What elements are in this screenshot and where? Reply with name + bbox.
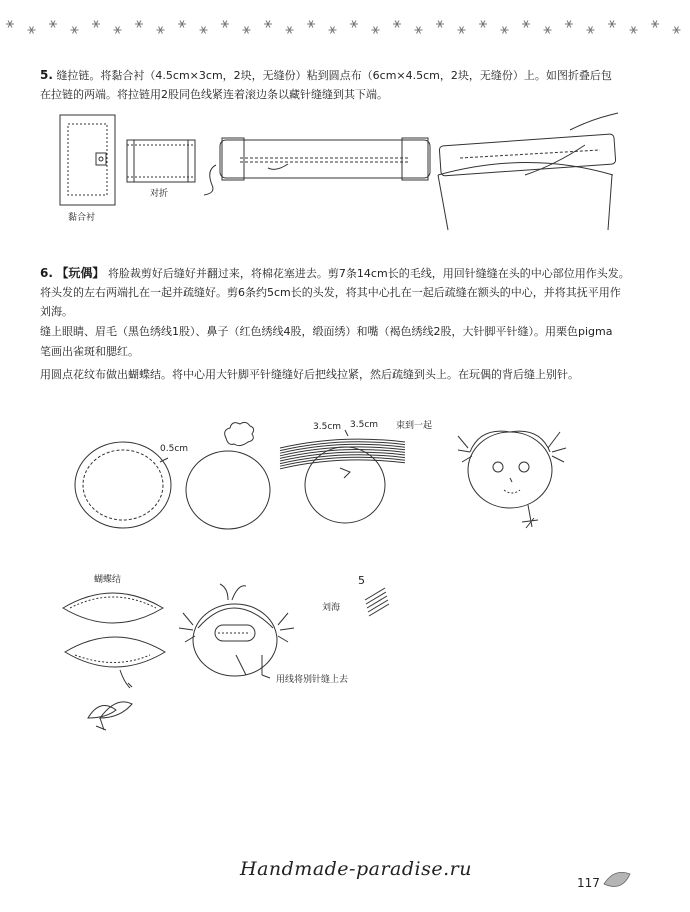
hair-face xyxy=(280,430,405,523)
fold-diagram xyxy=(127,140,195,182)
step6-line5: 笔画出雀斑和腮红。 xyxy=(40,345,139,358)
label-seam: 0.5cm xyxy=(160,444,189,454)
stuffed-face xyxy=(186,422,270,529)
step6-line6: 用圆点花纹布做出蝴蝶结。将中心用大针脚平针缝缝好后把线拉紧，然后疏缝到头上。在玩偶的背后缝上别针。 xyxy=(40,368,579,381)
label-bangs: 刘海 xyxy=(322,603,341,613)
bangs-strands xyxy=(365,588,389,616)
label-pin-note: 用线将别针缝上去 xyxy=(276,675,349,685)
finished-face xyxy=(458,431,566,528)
zipper-diagram xyxy=(204,138,430,195)
label-fold: 对折 xyxy=(150,189,169,199)
label-len1: 3.5cm xyxy=(313,422,342,432)
label-len2: 3.5cm xyxy=(350,420,379,430)
interfacing-diagram xyxy=(60,115,115,205)
bow-pattern xyxy=(63,593,165,730)
label-tie: 束到一起 xyxy=(396,421,433,431)
bag-diagram xyxy=(438,113,618,230)
step6-line2: 将头发的左右两端扎在一起并疏缝好。剪6条约5cm长的头发，将其中心扎在一起后疏缝在额头的中心，并将其抚平用作 xyxy=(40,286,621,299)
face-with-bow xyxy=(179,584,294,678)
step6-number: 6. xyxy=(40,266,53,280)
step5-text1: 缝拉链。将黏合衬（4.5cm×3cm，2块，无缝份）粘到圆点布（6cm×4.5cm，2块，无缝份）上。如图折叠后包 xyxy=(56,69,612,82)
face-pattern xyxy=(75,442,171,528)
watermark-text: Handmade-paradise.ru xyxy=(240,858,472,880)
step5-line2: 在拉链的两端。将拉链用2股同色线紧连着滚边条以藏针缝缝到其下端。 xyxy=(40,88,388,101)
page-number: 117 xyxy=(577,876,600,890)
step6-title: 【玩偶】 xyxy=(56,266,105,280)
label-bow: 蝴蝶结 xyxy=(94,575,122,585)
step6-line4: 缝上眼睛、眉毛（黑色绣线1股）、鼻子（红色绣线4股，缎面绣）和嘴（褐色绣线2股，大针脚平针缝）。用栗色pigma xyxy=(40,325,613,338)
step5-number: 5. xyxy=(40,68,53,82)
step6-text1: 将脸裁剪好后缝好并翻过来，将棉花塞进去。剪7条14cm长的毛线，用回针缝缝在头的中心部位用作头发。 xyxy=(107,267,630,280)
step6-line3: 刘海。 xyxy=(40,305,73,318)
label-interfacing: 黏合衬 xyxy=(68,213,96,223)
leaf-icon xyxy=(602,866,634,892)
label-bangs-num: 5 xyxy=(358,574,365,587)
